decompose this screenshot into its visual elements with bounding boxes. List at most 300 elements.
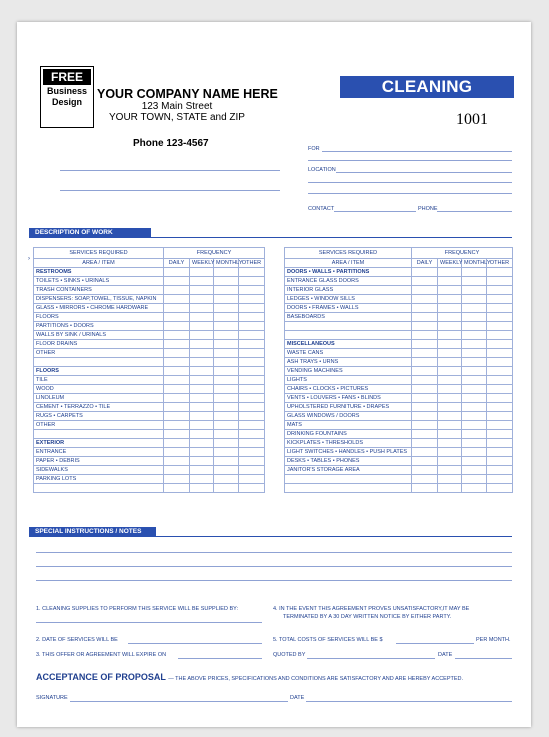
frequency-cell[interactable] — [462, 349, 487, 358]
frequency-cell[interactable] — [412, 484, 438, 493]
area-item-header: AREA / ITEM — [285, 259, 412, 268]
frequency-cell[interactable] — [412, 313, 438, 322]
table-row — [34, 475, 265, 484]
frequency-cell[interactable] — [214, 412, 239, 421]
location-label: LOCATION — [308, 167, 336, 173]
frequency-cell[interactable] — [164, 286, 190, 295]
frequency-cell[interactable] — [214, 349, 239, 358]
frequency-cell[interactable] — [438, 295, 462, 304]
frequency-cell[interactable] — [462, 295, 487, 304]
frequency-cell[interactable] — [164, 412, 190, 421]
quoted-date-field[interactable] — [455, 658, 512, 659]
frequency-cell[interactable] — [239, 430, 265, 439]
frequency-cell[interactable] — [239, 385, 265, 394]
frequency-cell[interactable] — [487, 286, 513, 295]
frequency-cell[interactable] — [487, 313, 513, 322]
frequency-cell[interactable] — [214, 484, 239, 493]
frequency-cell[interactable] — [462, 331, 487, 340]
frequency-cell[interactable] — [412, 295, 438, 304]
table-row — [285, 367, 513, 376]
table-row — [34, 367, 265, 376]
frequency-cell[interactable] — [190, 403, 214, 412]
area-item — [285, 484, 412, 493]
frequency-cell[interactable] — [190, 358, 214, 367]
frequency-cell[interactable] — [164, 313, 190, 322]
arrow-icon: › — [28, 256, 30, 262]
frequency-cell[interactable] — [487, 457, 513, 466]
frequency-cell[interactable] — [462, 457, 487, 466]
frequency-cell[interactable] — [438, 322, 462, 331]
supplied-by-field[interactable] — [36, 622, 262, 623]
frequency-cell[interactable] — [164, 277, 190, 286]
frequency-cell[interactable] — [438, 403, 462, 412]
service-date-field[interactable] — [128, 643, 262, 644]
area-item — [285, 475, 412, 484]
frequency-cell[interactable] — [214, 376, 239, 385]
frequency-cell[interactable] — [487, 448, 513, 457]
notes-line[interactable] — [36, 566, 512, 567]
frequency-cell[interactable] — [412, 340, 438, 349]
frequency-cell[interactable] — [412, 439, 438, 448]
frequency-cell[interactable] — [438, 358, 462, 367]
frequency-cell[interactable] — [214, 466, 239, 475]
frequency-cell[interactable] — [190, 412, 214, 421]
other-header: OTHER — [239, 259, 265, 268]
frequency-cell[interactable] — [438, 331, 462, 340]
frequency-cell[interactable] — [462, 430, 487, 439]
frequency-cell[interactable] — [239, 367, 265, 376]
frequency-cell[interactable] — [462, 322, 487, 331]
table-row — [34, 439, 265, 448]
frequency-cell[interactable] — [239, 313, 265, 322]
area-item — [34, 484, 164, 493]
frequency-cell[interactable] — [462, 394, 487, 403]
frequency-cell[interactable] — [462, 484, 487, 493]
frequency-cell[interactable] — [164, 331, 190, 340]
frequency-cell[interactable] — [214, 394, 239, 403]
frequency-cell[interactable] — [438, 394, 462, 403]
frequency-cell[interactable] — [164, 439, 190, 448]
logo-line2: Design — [51, 97, 82, 107]
frequency-cell[interactable] — [438, 448, 462, 457]
table-row — [34, 331, 265, 340]
form-title: CLEANING PROPOSAL — [340, 76, 514, 98]
frequency-cell[interactable] — [412, 394, 438, 403]
frequency-cell[interactable] — [438, 421, 462, 430]
frequency-cell[interactable] — [487, 403, 513, 412]
frequency-cell[interactable] — [487, 322, 513, 331]
frequency-cell[interactable] — [438, 430, 462, 439]
table-row — [34, 268, 265, 277]
frequency-cell[interactable] — [239, 322, 265, 331]
frequency-cell[interactable] — [239, 349, 265, 358]
frequency-cell[interactable] — [462, 475, 487, 484]
frequency-cell[interactable] — [239, 286, 265, 295]
term-2: 2. DATE OF SERVICES WILL BE — [36, 637, 118, 643]
signature-date-label: DATE — [290, 695, 305, 701]
weekly-header: WEEKLY — [190, 259, 214, 268]
total-cost-field[interactable] — [396, 643, 474, 644]
frequency-cell[interactable] — [412, 421, 438, 430]
frequency-cell[interactable] — [190, 268, 214, 277]
acceptance-title: ACCEPTANCE OF PROPOSAL — [36, 672, 166, 682]
daily-header: DAILY — [164, 259, 190, 268]
frequency-cell[interactable] — [214, 421, 239, 430]
for-label: FOR — [308, 146, 320, 152]
table-row — [34, 313, 265, 322]
category-label: RESTROOMS — [34, 268, 164, 277]
table-row — [285, 430, 513, 439]
frequency-cell[interactable] — [164, 421, 190, 430]
expire-date-field[interactable] — [178, 658, 262, 659]
phone-label: PHONE — [418, 206, 438, 212]
frequency-cell[interactable] — [214, 277, 239, 286]
frequency-cell[interactable] — [412, 376, 438, 385]
area-item: LEDGES • WINDOW SILLS — [285, 295, 412, 304]
area-item: CHAIRS • CLOCKS • PICTURES — [285, 385, 412, 394]
area-item — [285, 331, 412, 340]
frequency-cell[interactable] — [438, 286, 462, 295]
notes-line[interactable] — [36, 580, 512, 581]
frequency-cell[interactable] — [239, 439, 265, 448]
monthly-header: MONTHLY — [462, 259, 487, 268]
frequency-cell[interactable] — [190, 376, 214, 385]
area-item: FLOOR DRAINS — [34, 340, 164, 349]
description-header: DESCRIPTION OF WORK — [29, 228, 151, 237]
frequency-cell[interactable] — [214, 286, 239, 295]
other-header: OTHER — [487, 259, 513, 268]
frequency-cell[interactable] — [462, 367, 487, 376]
table-row — [34, 394, 265, 403]
frequency-cell[interactable] — [239, 457, 265, 466]
area-item-header: AREA / ITEM — [34, 259, 164, 268]
frequency-cell[interactable] — [190, 394, 214, 403]
frequency-cell[interactable] — [487, 421, 513, 430]
frequency-cell[interactable] — [164, 394, 190, 403]
frequency-cell[interactable] — [487, 385, 513, 394]
table-row — [285, 376, 513, 385]
frequency-cell[interactable] — [462, 304, 487, 313]
frequency-cell[interactable] — [164, 376, 190, 385]
area-item: WOOD — [34, 385, 164, 394]
blank-line[interactable] — [60, 170, 280, 171]
frequency-cell[interactable] — [412, 331, 438, 340]
frequency-cell[interactable] — [438, 367, 462, 376]
blank-line[interactable] — [60, 190, 280, 191]
area-item: DOORS • FRAMES • WALLS — [285, 304, 412, 313]
frequency-cell[interactable] — [214, 403, 239, 412]
area-item: OTHER — [34, 349, 164, 358]
frequency-cell[interactable] — [214, 268, 239, 277]
term-1: 1. CLEANING SUPPLIES TO PERFORM THIS SERVICE WILL BE SUPPLIED BY: — [36, 606, 239, 612]
frequency-cell[interactable] — [214, 295, 239, 304]
frequency-cell[interactable] — [462, 448, 487, 457]
area-item: LINOLEUM — [34, 394, 164, 403]
frequency-cell[interactable] — [190, 304, 214, 313]
frequency-cell[interactable] — [487, 340, 513, 349]
frequency-cell[interactable] — [412, 367, 438, 376]
location-field-line2[interactable] — [308, 182, 512, 183]
frequency-cell[interactable] — [214, 367, 239, 376]
frequency-cell[interactable] — [239, 403, 265, 412]
frequency-cell[interactable] — [412, 304, 438, 313]
frequency-cell[interactable] — [462, 268, 487, 277]
form-number: 1001 — [456, 111, 488, 128]
frequency-cell[interactable] — [239, 475, 265, 484]
frequency-cell[interactable] — [190, 331, 214, 340]
frequency-cell[interactable] — [239, 484, 265, 493]
frequency-cell[interactable] — [190, 457, 214, 466]
frequency-cell[interactable] — [438, 313, 462, 322]
frequency-cell[interactable] — [190, 349, 214, 358]
frequency-cell[interactable] — [214, 430, 239, 439]
frequency-cell[interactable] — [190, 286, 214, 295]
frequency-cell[interactable] — [164, 466, 190, 475]
frequency-cell[interactable] — [412, 430, 438, 439]
frequency-cell[interactable] — [462, 376, 487, 385]
table-row — [34, 322, 265, 331]
description-rule — [29, 237, 512, 238]
frequency-cell[interactable] — [164, 448, 190, 457]
frequency-cell[interactable] — [438, 475, 462, 484]
frequency-cell[interactable] — [462, 358, 487, 367]
location-field[interactable] — [336, 172, 512, 173]
frequency-cell[interactable] — [190, 295, 214, 304]
special-instructions-header: SPECIAL INSTRUCTIONS / NOTES — [29, 527, 156, 536]
frequency-cell[interactable] — [438, 439, 462, 448]
for-field[interactable] — [322, 151, 512, 152]
frequency-cell[interactable] — [164, 475, 190, 484]
area-item: TOILETS • SINKS • URINALS — [34, 277, 164, 286]
company-phone: Phone 123-4567 — [133, 138, 209, 149]
frequency-cell[interactable] — [412, 457, 438, 466]
frequency-cell[interactable] — [214, 475, 239, 484]
frequency-cell[interactable] — [164, 340, 190, 349]
frequency-cell[interactable] — [438, 304, 462, 313]
services-required-header: SERVICES REQUIRED — [285, 248, 412, 259]
frequency-cell[interactable] — [412, 385, 438, 394]
frequency-cell[interactable] — [214, 385, 239, 394]
frequency-cell[interactable] — [487, 412, 513, 421]
frequency-cell[interactable] — [164, 430, 190, 439]
frequency-cell[interactable] — [438, 340, 462, 349]
frequency-cell[interactable] — [190, 475, 214, 484]
frequency-cell[interactable] — [438, 484, 462, 493]
frequency-cell[interactable] — [412, 403, 438, 412]
area-item: LIGHTS — [285, 376, 412, 385]
frequency-cell[interactable] — [214, 313, 239, 322]
frequency-cell[interactable] — [164, 304, 190, 313]
frequency-cell[interactable] — [487, 295, 513, 304]
frequency-cell[interactable] — [190, 439, 214, 448]
term-4b: TERMINATED BY A 30 DAY WRITTEN NOTICE BY EITHER PARTY. — [283, 614, 452, 620]
frequency-cell[interactable] — [164, 358, 190, 367]
frequency-cell[interactable] — [239, 304, 265, 313]
frequency-cell[interactable] — [239, 295, 265, 304]
table-row — [285, 313, 513, 322]
frequency-cell[interactable] — [462, 412, 487, 421]
frequency-cell[interactable] — [190, 430, 214, 439]
frequency-cell[interactable] — [487, 430, 513, 439]
frequency-cell[interactable] — [190, 421, 214, 430]
quoted-by-field[interactable] — [307, 658, 435, 659]
frequency-cell[interactable] — [438, 349, 462, 358]
frequency-cell[interactable] — [214, 457, 239, 466]
table-row — [285, 295, 513, 304]
frequency-cell[interactable] — [487, 304, 513, 313]
frequency-cell[interactable] — [438, 457, 462, 466]
frequency-cell[interactable] — [164, 457, 190, 466]
frequency-cell[interactable] — [164, 322, 190, 331]
frequency-cell[interactable] — [239, 277, 265, 286]
frequency-cell[interactable] — [164, 385, 190, 394]
frequency-cell[interactable] — [239, 394, 265, 403]
frequency-cell[interactable] — [214, 448, 239, 457]
category-label: FLOORS — [34, 367, 164, 376]
frequency-cell[interactable] — [190, 313, 214, 322]
frequency-cell[interactable] — [487, 358, 513, 367]
for-field-line2[interactable] — [308, 160, 512, 161]
frequency-cell[interactable] — [239, 466, 265, 475]
frequency-cell[interactable] — [412, 322, 438, 331]
frequency-cell[interactable] — [462, 385, 487, 394]
table-row — [285, 448, 513, 457]
frequency-cell[interactable] — [239, 448, 265, 457]
table-row — [285, 385, 513, 394]
frequency-cell[interactable] — [462, 277, 487, 286]
logo-line1: Business — [46, 86, 88, 96]
frequency-cell[interactable] — [412, 475, 438, 484]
frequency-cell[interactable] — [487, 466, 513, 475]
table-row — [34, 421, 265, 430]
frequency-cell[interactable] — [412, 349, 438, 358]
signature-field[interactable] — [70, 701, 288, 702]
table-row — [34, 448, 265, 457]
frequency-cell[interactable] — [487, 439, 513, 448]
frequency-cell[interactable] — [239, 331, 265, 340]
frequency-cell[interactable] — [412, 448, 438, 457]
frequency-cell[interactable] — [412, 268, 438, 277]
area-item — [34, 430, 164, 439]
frequency-cell[interactable] — [214, 331, 239, 340]
frequency-cell[interactable] — [438, 385, 462, 394]
frequency-cell[interactable] — [462, 439, 487, 448]
table-row — [285, 484, 513, 493]
frequency-cell[interactable] — [190, 466, 214, 475]
frequency-cell[interactable] — [412, 466, 438, 475]
frequency-cell[interactable] — [214, 358, 239, 367]
frequency-cell[interactable] — [239, 358, 265, 367]
signature-label: SIGNATURE — [36, 695, 68, 701]
frequency-cell[interactable] — [239, 376, 265, 385]
frequency-cell[interactable] — [487, 376, 513, 385]
signature-date-field[interactable] — [306, 701, 512, 702]
quoted-by-label: QUOTED BY — [273, 652, 306, 658]
frequency-cell[interactable] — [487, 349, 513, 358]
frequency-cell[interactable] — [190, 367, 214, 376]
frequency-cell[interactable] — [462, 403, 487, 412]
category-label: DOORS • WALLS • PARTITIONS — [285, 268, 412, 277]
frequency-cell[interactable] — [190, 448, 214, 457]
frequency-cell[interactable] — [239, 421, 265, 430]
area-item: LIGHT SWITCHES • HANDLES • PUSH PLATES — [285, 448, 412, 457]
area-item: GLASS WINDOWS / DOORS — [285, 412, 412, 421]
frequency-cell[interactable] — [438, 376, 462, 385]
frequency-cell[interactable] — [487, 394, 513, 403]
frequency-cell[interactable] — [190, 484, 214, 493]
frequency-cell[interactable] — [462, 313, 487, 322]
frequency-cell[interactable] — [190, 277, 214, 286]
frequency-cell[interactable] — [164, 349, 190, 358]
table-row — [285, 268, 513, 277]
frequency-cell[interactable] — [214, 340, 239, 349]
frequency-cell[interactable] — [487, 475, 513, 484]
frequency-cell[interactable] — [239, 268, 265, 277]
frequency-cell[interactable] — [190, 385, 214, 394]
frequency-cell[interactable] — [190, 322, 214, 331]
area-item: RUGS • CARPETS — [34, 412, 164, 421]
frequency-cell[interactable] — [164, 484, 190, 493]
term-3: 3. THIS OFFER OR AGREEMENT WILL EXPIRE ON — [36, 652, 167, 658]
contact-field[interactable] — [334, 211, 416, 212]
table-row — [285, 466, 513, 475]
area-item: SIDEWALKS — [34, 466, 164, 475]
table-row — [34, 457, 265, 466]
frequency-cell[interactable] — [487, 331, 513, 340]
frequency-cell[interactable] — [487, 367, 513, 376]
frequency-cell[interactable] — [214, 304, 239, 313]
frequency-cell[interactable] — [164, 268, 190, 277]
frequency-cell[interactable] — [462, 286, 487, 295]
area-item: PARTITIONS • DOORS — [34, 322, 164, 331]
notes-line[interactable] — [36, 552, 512, 553]
frequency-cell[interactable] — [239, 412, 265, 421]
phone-field[interactable] — [437, 211, 512, 212]
frequency-cell[interactable] — [412, 277, 438, 286]
frequency-cell[interactable] — [164, 367, 190, 376]
frequency-cell[interactable] — [164, 295, 190, 304]
table-row — [285, 277, 513, 286]
frequency-cell[interactable] — [438, 268, 462, 277]
table-row — [285, 304, 513, 313]
frequency-cell[interactable] — [487, 484, 513, 493]
frequency-cell[interactable] — [438, 412, 462, 421]
frequency-cell[interactable] — [190, 340, 214, 349]
frequency-cell[interactable] — [487, 277, 513, 286]
frequency-cell[interactable] — [239, 340, 265, 349]
frequency-cell[interactable] — [462, 421, 487, 430]
frequency-cell[interactable] — [487, 268, 513, 277]
table-row — [285, 475, 513, 484]
frequency-cell[interactable] — [164, 403, 190, 412]
location-field-line3[interactable] — [308, 193, 512, 194]
quoted-date-label: DATE — [438, 652, 453, 658]
table-row — [285, 412, 513, 421]
table-row — [285, 403, 513, 412]
frequency-cell[interactable] — [438, 277, 462, 286]
frequency-cell[interactable] — [412, 412, 438, 421]
frequency-cell[interactable] — [462, 340, 487, 349]
frequency-cell[interactable] — [214, 439, 239, 448]
table-row — [285, 457, 513, 466]
frequency-cell[interactable] — [412, 358, 438, 367]
frequency-cell[interactable] — [214, 322, 239, 331]
frequency-cell[interactable] — [412, 286, 438, 295]
table-row — [285, 331, 513, 340]
area-item: CEMENT • TERRAZZO • TILE — [34, 403, 164, 412]
frequency-cell[interactable] — [462, 466, 487, 475]
frequency-cell[interactable] — [438, 466, 462, 475]
